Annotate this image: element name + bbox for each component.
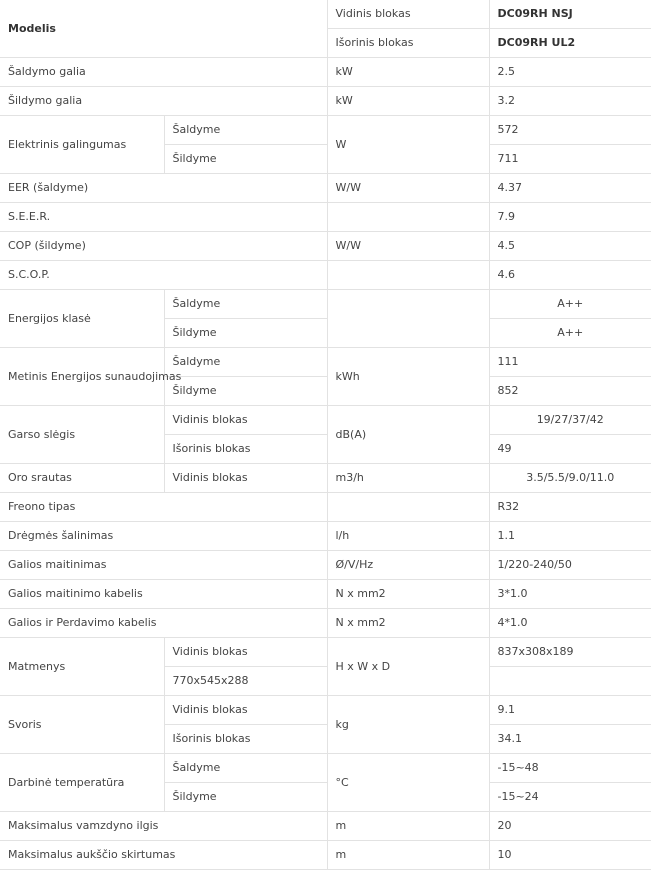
row-label: EER (šaldyme) [0, 174, 327, 203]
row-label: Galios maitinimo kabelis [0, 580, 327, 609]
row-value: 49 [489, 435, 651, 464]
table-row [0, 609, 651, 638]
row-label: Darbinė temperatūra [0, 754, 164, 812]
row-label: Garso slėgis [0, 406, 164, 464]
row-value: 4.6 [489, 261, 651, 290]
outdoor-unit-label: Išorinis blokas [327, 29, 489, 58]
table-row [0, 261, 651, 290]
row-value [489, 667, 651, 696]
row-value: 34.1 [489, 725, 651, 754]
row-label: S.E.E.R. [0, 203, 327, 232]
row-value: 10 [489, 841, 651, 870]
row-sublabel: Vidinis blokas [164, 406, 327, 435]
row-label: Galios maitinimas [0, 551, 327, 580]
row-unit: W/W [327, 174, 489, 203]
row-label: Galios ir Perdavimo kabelis [0, 609, 327, 638]
row-value: 711 [489, 145, 651, 174]
row-unit: N x mm2 [327, 580, 489, 609]
row-label: Oro srautas [0, 464, 164, 493]
indoor-unit-model: DC09RH NSJ [489, 0, 651, 29]
table-row [0, 203, 651, 232]
row-label: Svoris [0, 696, 164, 754]
row-sublabel: Šaldyme [164, 754, 327, 783]
row-unit [327, 493, 489, 522]
table-row [0, 232, 651, 261]
row-value: R32 [489, 493, 651, 522]
row-label: COP (šildyme) [0, 232, 327, 261]
row-label: Metinis Energijos sunaudojimas [0, 348, 164, 406]
table-row [0, 348, 651, 377]
row-unit: kWh [327, 348, 489, 406]
row-value: 3.5/5.5/9.0/11.0 [489, 464, 651, 493]
row-value: 4.5 [489, 232, 651, 261]
table-row [0, 58, 651, 87]
table-row [0, 551, 651, 580]
row-sublabel: Šildyme [164, 319, 327, 348]
table-row [0, 638, 651, 667]
row-unit: dB(A) [327, 406, 489, 464]
row-value: 9.1 [489, 696, 651, 725]
row-unit: W [327, 116, 489, 174]
row-unit [327, 261, 489, 290]
row-sublabel: Šaldyme [164, 116, 327, 145]
row-label: Drėgmės šalinimas [0, 522, 327, 551]
model-header-label: Modelis [0, 0, 327, 58]
row-value: 7.9 [489, 203, 651, 232]
row-label: Energijos klasė [0, 290, 164, 348]
row-label: Maksimalus vamzdyno ilgis [0, 812, 327, 841]
row-value: A++ [489, 290, 651, 319]
row-sublabel: Vidinis blokas [164, 464, 327, 493]
table-row [0, 754, 651, 783]
row-value: 837x308x189 [489, 638, 651, 667]
row-sublabel: Šildyme [164, 377, 327, 406]
row-value: -15~24 [489, 783, 651, 812]
row-value: 1/220-240/50 [489, 551, 651, 580]
row-unit: W/W [327, 232, 489, 261]
table-row [0, 464, 651, 493]
row-unit: kW [327, 58, 489, 87]
row-unit: l/h [327, 522, 489, 551]
row-unit: kW [327, 87, 489, 116]
row-value: 20 [489, 812, 651, 841]
row-value: 19/27/37/42 [489, 406, 651, 435]
row-value: 4.37 [489, 174, 651, 203]
table-row [0, 580, 651, 609]
row-label: S.C.O.P. [0, 261, 327, 290]
row-unit: H x W x D [327, 638, 489, 696]
table-row [0, 290, 651, 319]
row-value: 572 [489, 116, 651, 145]
table-row [0, 522, 651, 551]
table-row [0, 174, 651, 203]
row-sublabel: Šaldyme [164, 290, 327, 319]
table-row [0, 87, 651, 116]
table-row [0, 406, 651, 435]
row-sublabel: Šildyme [164, 783, 327, 812]
row-label: Šildymo galia [0, 87, 327, 116]
row-label: Elektrinis galingumas [0, 116, 164, 174]
row-unit: N x mm2 [327, 609, 489, 638]
row-unit: kg [327, 696, 489, 754]
row-label: Maksimalus aukščio skirtumas [0, 841, 327, 870]
row-value: 3.2 [489, 87, 651, 116]
row-label: Freono tipas [0, 493, 327, 522]
row-sublabel: Vidinis blokas [164, 696, 327, 725]
table-row [0, 696, 651, 725]
row-value: 852 [489, 377, 651, 406]
row-sublabel: Išorinis blokas [164, 435, 327, 464]
outdoor-unit-model: DC09RH UL2 [489, 29, 651, 58]
row-value: 111 [489, 348, 651, 377]
table-row [0, 116, 651, 145]
row-label: Šaldymo galia [0, 58, 327, 87]
table-row [0, 0, 651, 29]
row-value: 4*1.0 [489, 609, 651, 638]
row-sublabel: Šildyme [164, 145, 327, 174]
table-row [0, 812, 651, 841]
row-sublabel: Vidinis blokas [164, 638, 327, 667]
row-unit: m [327, 841, 489, 870]
row-unit: °C [327, 754, 489, 812]
row-unit: m3/h [327, 464, 489, 493]
table-row [0, 493, 651, 522]
row-sublabel: Išorinis blokas [164, 725, 327, 754]
row-sublabel: 770x545x288 [164, 667, 327, 696]
row-unit [327, 290, 489, 348]
row-unit [327, 203, 489, 232]
row-value: 1.1 [489, 522, 651, 551]
indoor-unit-label: Vidinis blokas [327, 0, 489, 29]
table-row [0, 841, 651, 870]
row-value: -15~48 [489, 754, 651, 783]
row-unit: m [327, 812, 489, 841]
row-sublabel: Šaldyme [164, 348, 327, 377]
row-label: Matmenys [0, 638, 164, 696]
row-value: 3*1.0 [489, 580, 651, 609]
row-value: A++ [489, 319, 651, 348]
row-unit: Ø/V/Hz [327, 551, 489, 580]
row-value: 2.5 [489, 58, 651, 87]
